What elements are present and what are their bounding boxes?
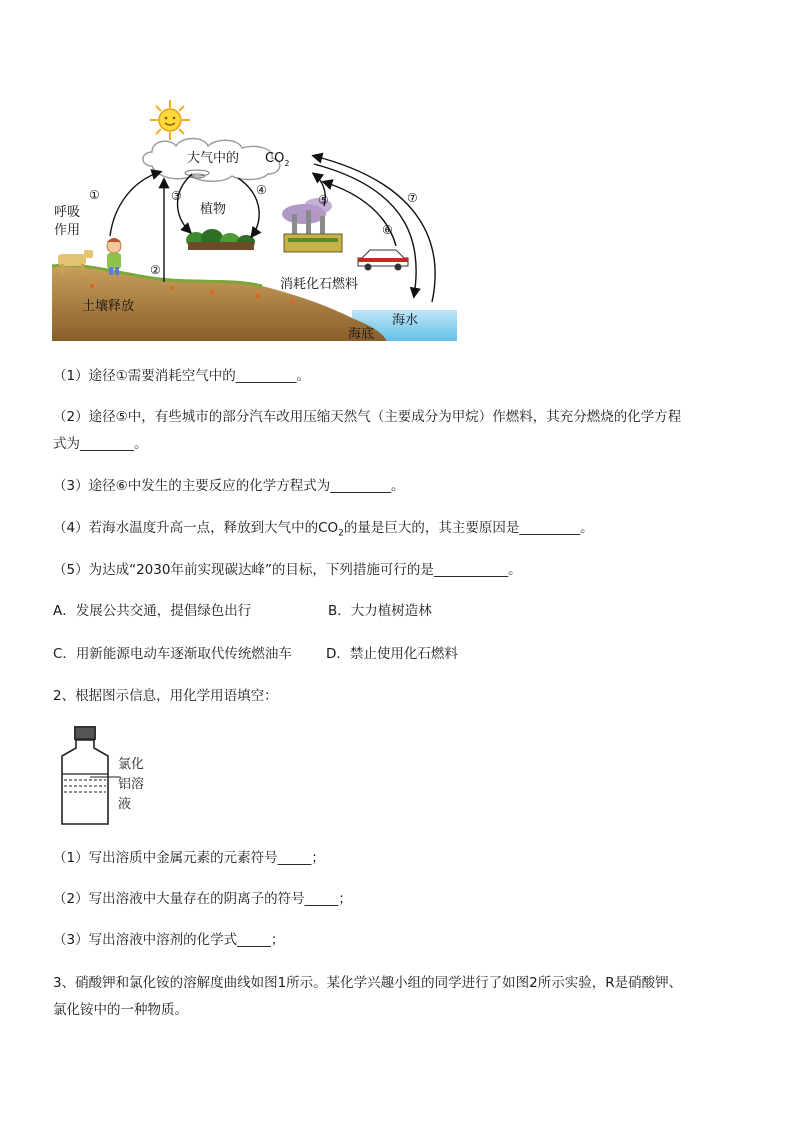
seawater-label: 海水 bbox=[392, 313, 419, 328]
q2-part3: （3）写出溶液中溶剂的化学式_____； bbox=[53, 932, 285, 948]
plant-label: 植物 bbox=[200, 202, 227, 217]
carbon-cycle-figure bbox=[52, 96, 457, 341]
fossil-fuel-label: 消耗化石燃料 bbox=[280, 277, 359, 292]
respiration-label-2: 作用 bbox=[54, 223, 81, 238]
bottle-figure bbox=[52, 722, 162, 832]
path-2-label: ② bbox=[150, 263, 161, 277]
q1-option-b: B．大力植树造林 bbox=[328, 603, 432, 619]
path-3-label: ③ bbox=[171, 189, 182, 203]
q3-line1: 3、硝酸钾和氯化铵的溶解度曲线如图1所示。某化学兴趣小组的同学进行了如图2所示实验，R是硝酸钾、 bbox=[53, 975, 683, 991]
q2-intro: 2、根据图示信息，用化学用语填空： bbox=[53, 688, 278, 704]
q1-option-a: A．发展公共交通，提倡绿色出行 bbox=[53, 603, 252, 619]
seabed-label: 海底 bbox=[348, 327, 375, 341]
q2-part1: （1）写出溶质中金属元素的元素符号_____； bbox=[53, 850, 325, 866]
atmosphere-label: 大气中的 bbox=[187, 151, 240, 166]
sun-icon bbox=[150, 100, 190, 140]
respiration-label-1: 呼吸 bbox=[54, 205, 81, 220]
q3-line2: 氯化铵中的一种物质。 bbox=[53, 1002, 188, 1018]
path-4-label: ④ bbox=[256, 183, 267, 197]
path-6-label: ⑥ bbox=[382, 223, 393, 237]
q1-part1: （1）途径①需要消耗空气中的_________。 bbox=[53, 368, 310, 384]
path-5-label: ⑤ bbox=[318, 193, 329, 207]
path-1-label: ① bbox=[89, 188, 100, 202]
q1-part2-line2: 式为________。 bbox=[53, 436, 148, 452]
q1-part3: （3）途径⑥中发生的主要反应的化学方程式为_________。 bbox=[53, 478, 405, 494]
q1-part5: （5）为达成“2030年前实现碳达峰”的目标，下列措施可行的是___________。 bbox=[53, 562, 522, 578]
q1-part4: （4）若海水温度升高一点，释放到大气中的$CO_2$的量是巨大的，其主要原因是_________。 bbox=[53, 520, 594, 539]
q1-part2-line1: （2）途径⑤中，有些城市的部分汽车改用压缩天然气（主要成分为甲烷）作燃料，其充分燃烧的化学方程 bbox=[53, 409, 682, 425]
q1-option-c: C．用新能源电动车逐渐取代传统燃油车 bbox=[53, 646, 292, 662]
path-7-label: ⑦ bbox=[407, 191, 418, 205]
co2-label: $CO_2$ bbox=[265, 151, 290, 168]
bottle-label-2: 铝溶 bbox=[118, 777, 145, 792]
soil-label: 土壤释放 bbox=[82, 299, 135, 314]
bottle-label-3: 液 bbox=[118, 797, 132, 812]
q2-part2: （2）写出溶液中大量存在的阴离子的符号_____； bbox=[53, 891, 352, 907]
q1-option-d: D．禁止使用化石燃料 bbox=[326, 646, 458, 662]
bottle-label-1: 氯化 bbox=[118, 757, 145, 772]
